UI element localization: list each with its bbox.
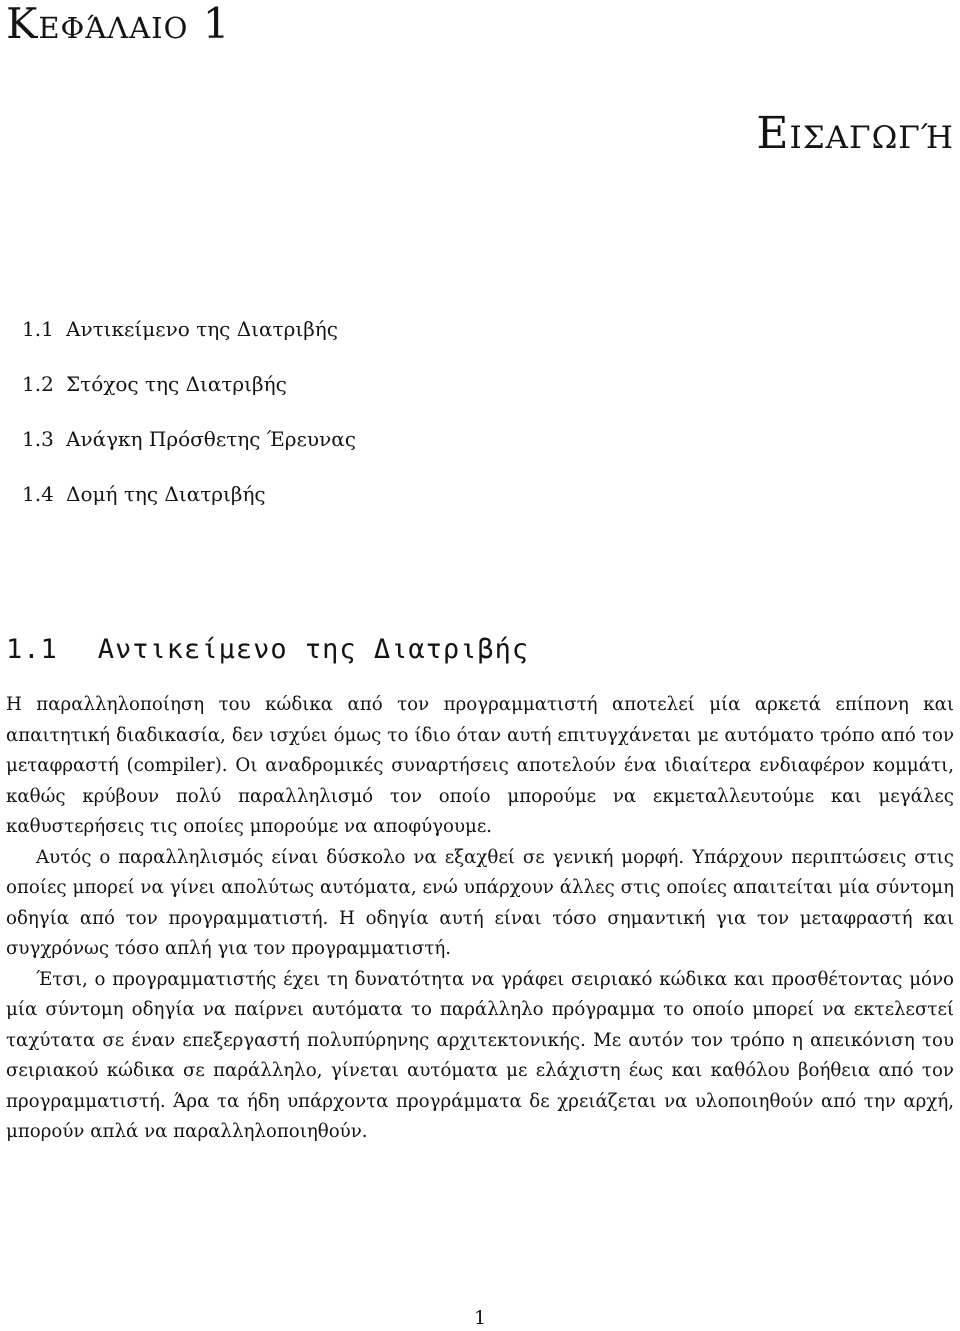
toc-item[interactable] (22, 367, 356, 422)
body-paragraph: Η παραλληλοποίηση του κώδικα από τον προγραμματιστή αποτελεί μία αρκετά επίπονη και απαιτητική διαδικασία, δεν ισχύει όμως το ίδιο όταν αυτή επιτυγχάνεται με αυτόματο τρόπο από τον μεταφραστή (compiler). Οι αναδρομικές συναρτήσεις αποτελούν ένα ιδιαίτερα ενδιαφέρον κομμάτι, καθώς κρύβουν πολύ παραλληλισμό τον οποίο μπορούμε να εκμεταλλευτούμε και μεγάλες καθυστερήσεις τις οποίες μπορούμε να αποφύγουμε. (6, 694, 954, 837)
page-number: 1 (473, 1307, 487, 1329)
body-paragraph: Αυτός ο παραλληλισμός είναι δύσκολο να εξαχθεί σε γενική μορφή. Υπάρχουν περιπτώσεις στις οποίες μπορεί να γίνει απολύτως αυτόματα, ενώ υπάρχουν άλλες στις οποίες απαιτείται μία σύντομη οδηγία από τον προγραμματιστή. Η οδηγία αυτή είναι τόσο σημαντική για τον μεταφραστή και συγχρόνως τόσο απλή για τον προγραμματιστή. (6, 846, 954, 959)
toc-item[interactable] (22, 312, 356, 367)
table-of-contents (22, 312, 356, 532)
toc-item-number: 1.4 (22, 482, 54, 506)
section-title: Αντικείμενο της Διατριβής (97, 634, 530, 665)
chapter-label: Κεφάλαιο 1 (6, 0, 231, 48)
toc-item-number: 1.1 (22, 317, 54, 341)
toc-item-number: 1.2 (22, 372, 54, 396)
toc-item-title: Στόχος της Διατριβής (66, 372, 287, 396)
toc-item[interactable] (22, 477, 356, 532)
toc-item-title: Αντικείμενο της Διατριβής (66, 317, 338, 341)
body-paragraph: Έτσι, ο προγραμματιστής έχει τη δυνατότητα να γράφει σειριακό κώδικα και προσθέτοντας μόνο μία σύντομη οδηγία να παίρνει αυτόματα το παράλληλο πρόγραμμα το οποίο μπορεί να εκτελεστεί ταχύτατα σε έναν επεξεργαστή πολυπύρηνης αρχιτεκτονικής. Με αυτόν τον τρόπο η απεικόνιση του σειριακού κώδικα σε παράλληλο, γίνεται αυτόματα με ελάχιστη έως και καθόλου βοήθεια από τον προγραμματιστή. Άρα τα ήδη υπάρχοντα προγράμματα δε χρειάζεται να υλοποιηθούν από την αρχή, μπορούν απλά να παραλληλοποιηθούν. (6, 968, 954, 1142)
toc-item-title: Ανάγκη Πρόσθετης Έρευνας (66, 427, 356, 451)
toc-item-number: 1.3 (22, 427, 54, 451)
section-body (6, 690, 954, 1148)
toc-item-title: Δομή της Διατριβής (66, 482, 266, 506)
section-number: 1.1 (6, 634, 58, 665)
section-heading (6, 630, 529, 670)
chapter-title: Εισαγωγή (756, 108, 954, 159)
toc-item[interactable] (22, 422, 356, 477)
